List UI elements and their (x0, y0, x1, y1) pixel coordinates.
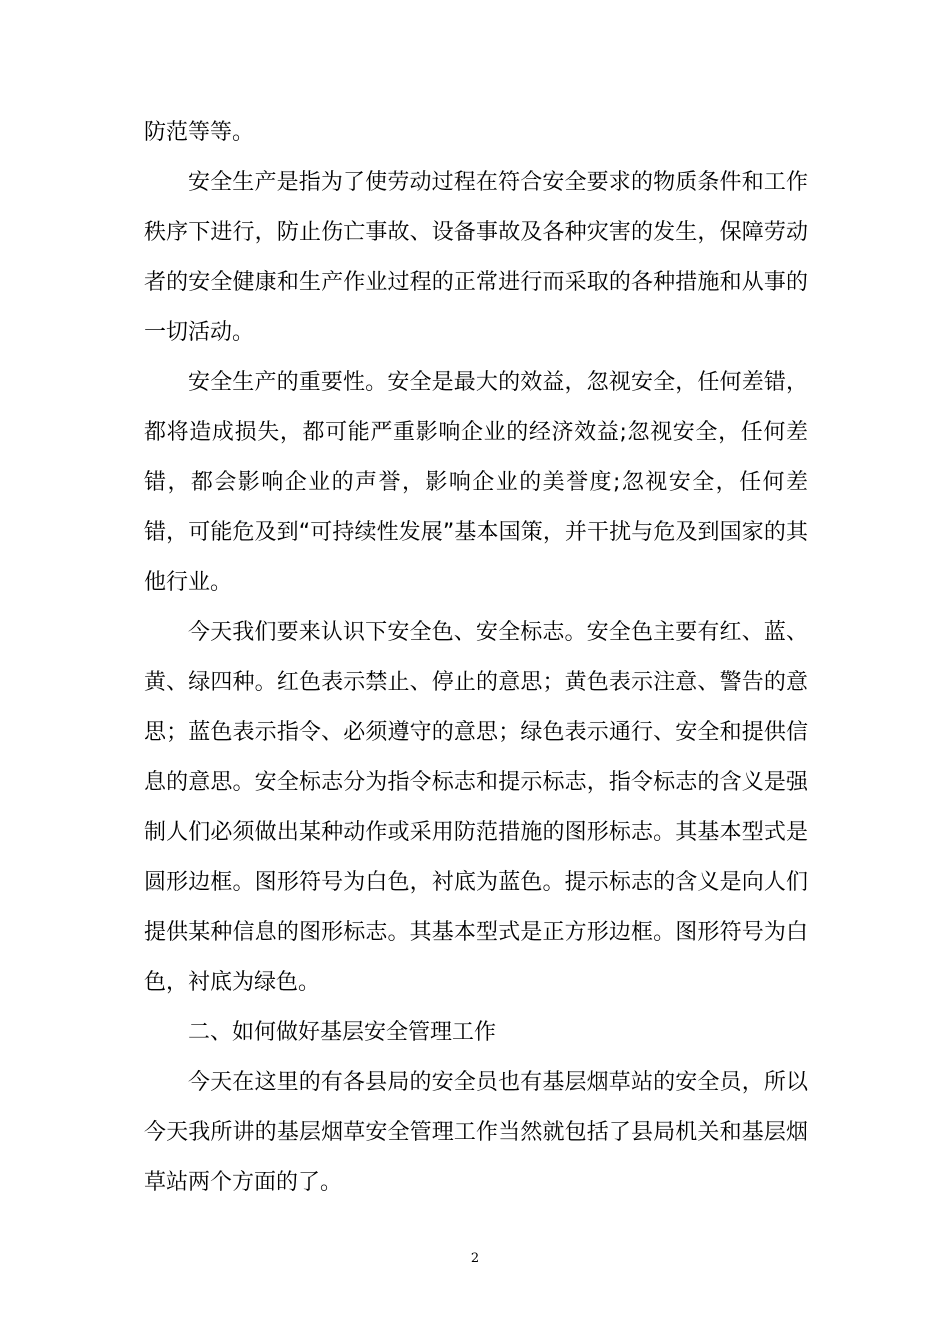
section-heading-grassroots-management: 二、如何做好基层安全管理工作 (188, 1020, 497, 1045)
paragraph-safety-production-definition: 安全生产是指为了使劳动过程在符合安全要求的物质条件和工作秩序下进行，防止伤亡事故、设备事故及各种灾害的发生，保障劳动者的安全健康和生产作业过程的正常进行而采取的各种措施和从事的一切活动。 (144, 170, 808, 345)
page-number: 2 (470, 1251, 480, 1266)
paragraph-grassroots-intro: 今天在这里的有各县局的安全员也有基层烟草站的安全员，所以今天我所讲的基层烟草安全管理工作当然就包括了县局机关和基层烟草站两个方面的了。 (144, 1070, 808, 1195)
paragraph-safety-colors-signs: 今天我们要来认识下安全色、安全标志。安全色主要有红、蓝、黄、绿四种。红色表示禁止、停止的意思；黄色表示注意、警告的意思；蓝色表示指令、必须遵守的意思；绿色表示通行、安全和提供信息的意思。安全标志分为指令标志和提示标志，指令标志的含义是强制人们必须做出某种动作或采用防范措施的图形标志。其基本型式是圆形边框。图形符号为白色，衬底为蓝色。提示标志的含义是向人们提供某种信息的图形标志。其基本型式是正方形边框。图形符号为白色，衬底为绿色。 (144, 620, 808, 995)
paragraph-continuation: 防范等等。 (144, 120, 255, 145)
paragraph-safety-importance: 安全生产的重要性。安全是最大的效益，忽视安全，任何差错，都将造成损失，都可能严重影响企业的经济效益;忽视安全，任何差错，都会影响企业的声誉，影响企业的美誉度;忽视安全，任何差错，可能危及到“可持续性发展”基本国策，并干扰与危及到国家的其他行业。 (144, 370, 808, 595)
document-body (144, 108, 808, 1208)
